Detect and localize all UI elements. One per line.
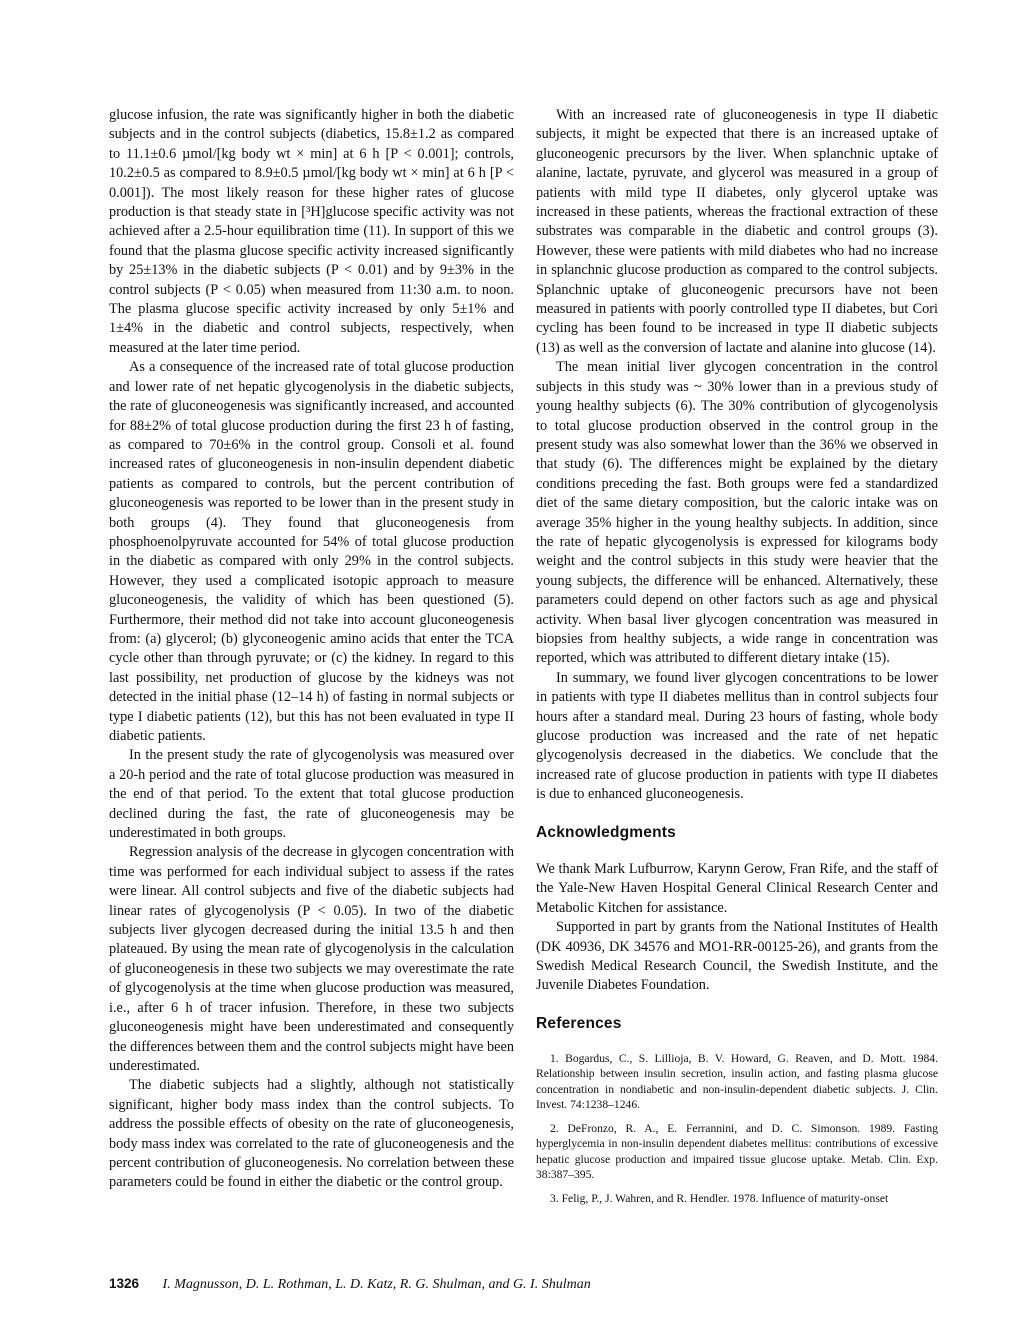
page-footer <box>109 1276 591 1293</box>
body-paragraph: The mean initial liver glycogen concentration in the control subjects in this study was ~ 30% lower than in a previous study of young healthy subjects (6). The 30% contribution of glycogenolysis to total glucose production observed in the control group in the present study was also somewhat lower than the 36% we observed in that study (6). The differences might be explained by the dietary conditions preceding the fast. Both groups were fed a standardized diet of the same dietary composition, but the caloric intake was on average 35% higher in the young healthy subjects. In addition, since the rate of hepatic glycogenolysis is expressed for kilograms body weight and the control subjects in this study were heavier that the young subjects, the difference will be enhanced. Alternatively, these parameters could depend on other factors such as age and physical activity. When basal liver glycogen concentration was measured in biopsies from healthy subjects, a wide range in concentration was reported, which was attributed to different dietary intake (15). <box>536 359 938 667</box>
acknowledgments-paragraph: Supported in part by grants from the National Institutes of Health (DK 40936, DK 34576 and MO1-RR-00125-26), and grants from the Swedish Medical Research Council, the Swedish Institute, and the Juvenile Diabetes Foundation. <box>536 919 938 994</box>
references-list <box>536 1051 938 1206</box>
reference-item: 3. Felig, P., J. Wahren, and R. Hendler. 1978. Influence of maturity-onset <box>550 1191 889 1205</box>
right-column <box>536 106 938 1215</box>
page-number: 1326 <box>109 1276 140 1291</box>
body-paragraph: In summary, we found liver glycogen concentrations to be lower in patients with type II diabetes mellitus than in control subjects four hours after a standard meal. During 23 hours of fasting, whole body glucose production was increased and the rate of net hepatic glycogenolysis decreased in the diabetics. We conclude that the increased rate of glucose production in patients with type II diabetes is due to enhanced gluconeogenesis. <box>536 669 938 803</box>
body-paragraph: Regression analysis of the decrease in glycogen concentration with time was performed for each individual subject to assess if the rates were linear. All control subjects and five of the diabetic subjects had linear rates of glycogenolysis (P < 0.05). In two of the diabetic subjects liver glycogen decreased during the initial 13.5 h and then plateaued. By using the mean rate of glycogenolysis in the calculation of gluconeogenesis in these two subjects we may overestimate the rate of glycogenolysis at the time when glucose production was measured, i.e., after 6 h of tracer infusion. Therefore, in these two subjects gluconeogenesis might have been underestimated and consequently the differences between them and the control subjects might have been underestimated. <box>109 844 514 1074</box>
acknowledgments-heading: Acknowledgments <box>536 823 676 841</box>
reference-item: 1. Bogardus, C., S. Lillioja, B. V. Howard, G. Reaven, and D. Mott. 1984. Relationship between insulin secretion, insulin action, and fasting plasma glucose concentration in nondiabetic and non-insulin-dependent diabetic subjects. J. Clin. Invest. 74:1238–1246. <box>536 1052 938 1111</box>
running-authors: I. Magnusson, D. L. Rothman, L. D. Katz, R. G. Shulman, and G. I. Shulman <box>162 1277 591 1292</box>
left-column <box>109 106 514 1193</box>
acknowledgments-paragraph: We thank Mark Lufburrow, Karynn Gerow, Fran Rife, and the staff of the Yale-New Haven Hospital General Clinical Research Center and Metabolic Kitchen for assistance. <box>536 861 938 916</box>
references-heading: References <box>536 1014 622 1032</box>
body-paragraph: The diabetic subjects had a slightly, although not statistically significant, higher body mass index than the control subjects. To address the possible effects of obesity on the rate of gluconeogenesis, body mass index was correlated to the rate of gluconeogenesis and the percent contribution of gluconeogenesis. No correlation between these parameters could be found in either the diabetic or the control group. <box>109 1077 514 1191</box>
body-paragraph: In the present study the rate of glycogenolysis was measured over a 20-h period and the rate of total glucose production was measured in the end of that period. To the extent that total glucose production declined during the fast, the rate of gluconeogenesis may be underestimated in both groups. <box>109 747 514 842</box>
body-paragraph: glucose infusion, the rate was significantly higher in both the diabetic subjects and in the control subjects (diabetics, 15.8±1.2 as compared to 11.1±0.6 µmol/[kg body wt × min] at 6 h [P < 0.001]; controls, 10.2±0.5 as compared to 8.9±0.5 µmol/[kg body wt × min] at 6 h [P < 0.001]). The most likely reason for these higher rates of glucose production is that steady state in [³H]glucose specific activity was not achieved after a 2.5-hour equilibration time (11). In support of this we found that the plasma glucose specific activity increased significantly by 25±13% in the diabetic subjects (P < 0.01) and by 9±3% in the control subjects (P < 0.05) when measured from 11:30 a.m. to noon. The plasma glucose specific activity increased by only 5±1% and 1±4% in the diabetic and control subjects, respectively, when measured at the later time period. <box>109 107 514 356</box>
body-paragraph: With an increased rate of gluconeogenesis in type II diabetic subjects, it might be expected that there is an increased uptake of gluconeogenic precursors by the liver. When splanchnic uptake of alanine, lactate, pyruvate, and glycerol was measured in a group of patients with mild type II diabetes, only glycerol uptake was increased in these patients, whereas the fractional extraction of these substrates was comparable in the diabetic and control groups (3). However, these were patients with mild diabetes who had no increase in splanchnic glucose production as compared to the control subjects. Splanchnic uptake of gluconeogenic precursors have not been measured in patients with poorly controlled type II diabetes, but Cori cycling has been found to be increased in type II diabetic subjects (13) as well as the conversion of lactate and alanine into glucose (14). <box>536 107 938 356</box>
body-paragraph: As a consequence of the increased rate of total glucose production and lower rate of net hepatic glycogenolysis in the diabetic subjects, the rate of gluconeogenesis was significantly increased, and accounted for 88±2% of total glucose production during the first 23 h of fasting, as compared to 70±6% in the control group. Consoli et al. found increased rates of gluconeogenesis in non-insulin dependent diabetic patients as compared to controls, but the percent contribution of gluconeogenesis was reported to be lower than in the present study in both groups (4). They found that gluconeogenesis from phosphoenolpyruvate accounted for 54% of total glucose production in the diabetic as compared with only 29% in the control subjects. However, they used a complicated isotopic approach to measure gluconeogenesis, the validity of which has been questioned (5). Furthermore, their method did not take into account gluconeogenesis from: (a) glycerol; (b) glyconeogenic amino acids that enter the TCA cycle other than through pyruvate; or (c) the kidney. In regard to this last possibility, net production of glucose by the kidneys was not detected in the initial phase (12–14 h) of fasting in normal subjects or type I diabetic patients (12), but this has not been evaluated in type II diabetic patients. <box>109 359 514 744</box>
reference-item: 2. DeFronzo, R. A., E. Ferrannini, and D. C. Simonson. 1989. Fasting hyperglycemia in non-insulin dependent diabetes mellitus: contributions of excessive hepatic glucose production and impaired tissue glucose uptake. Metab. Clin. Exp. 38:387–395. <box>536 1122 938 1181</box>
